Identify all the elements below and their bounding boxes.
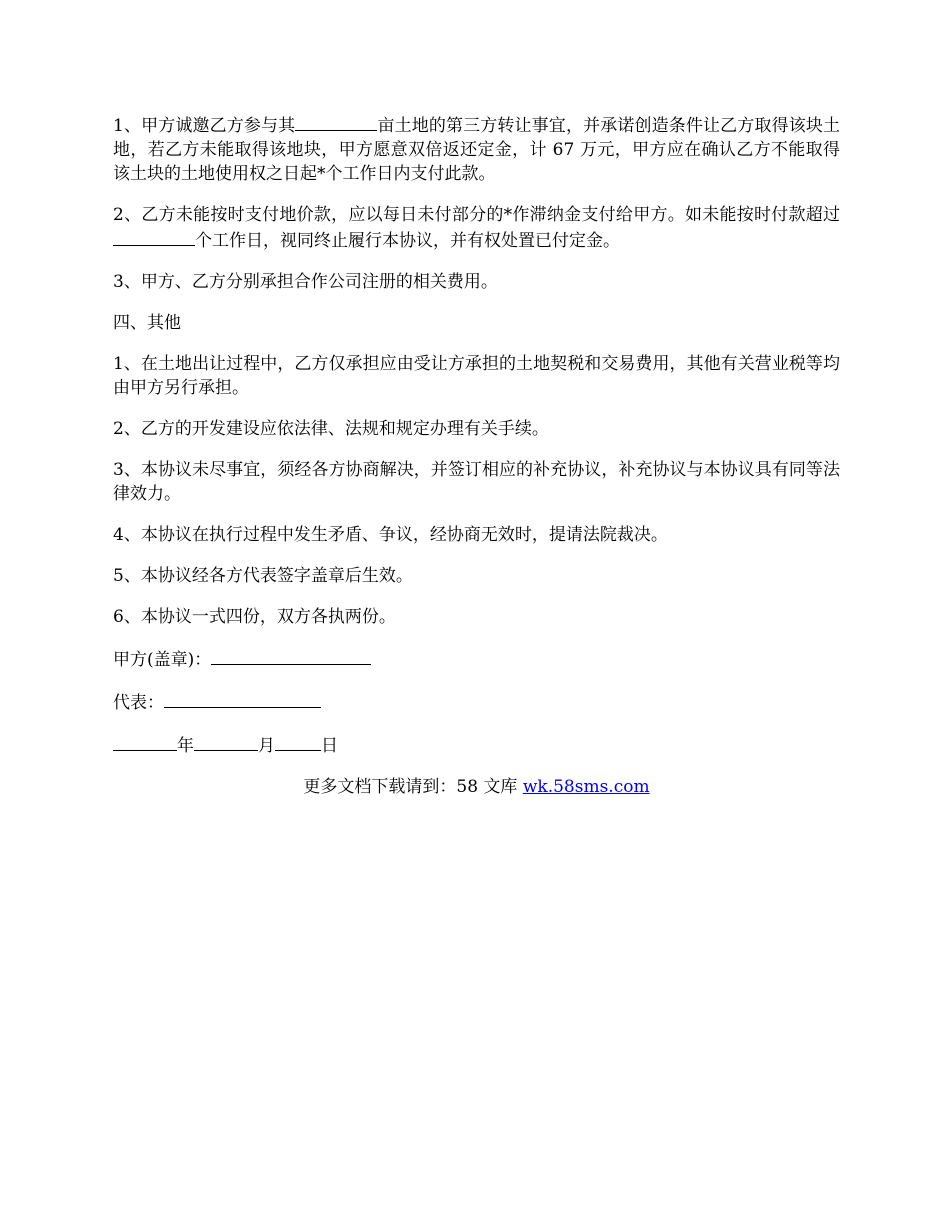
representative-label: 代表： <box>113 693 164 713</box>
clause-text: 2、乙方未能按时支付地价款，应以每日未付部分的*作滞纳金支付给甲方。如未能按时付款超过 <box>113 205 840 225</box>
clause-paragraph-8: 5、本协议经各方代表签字盖章后生效。 <box>113 566 413 586</box>
fill-in-blank <box>113 227 195 246</box>
day-blank <box>275 732 321 751</box>
footer-link[interactable]: wk.58sms.com <box>522 777 650 797</box>
clause-paragraph-2 <box>113 203 840 253</box>
clause-paragraph-5: 2、乙方的开发建设应依法律、法规和规定办理有关手续。 <box>113 419 549 439</box>
signature-blank <box>211 646 371 665</box>
clause-paragraph-3: 3、甲方、乙方分别承担合作公司注册的相关费用。 <box>113 272 498 292</box>
clause-paragraph-9: 6、本协议一式四份，双方各执两份。 <box>113 607 396 627</box>
clause-text: 个工作日，视同终止履行本协议，并有权处置已付定金。 <box>195 231 620 251</box>
clause-paragraph-6: 3、本协议未尽事宜，须经各方协商解决，并签订相应的补充协议，补充协议与本协议具有同等法律效力。 <box>113 460 840 504</box>
download-footer <box>113 775 840 799</box>
clause-text: 亩土地的第三方转让事宜，并承诺创造条件让乙方取得该块土地，若乙方未能取得该地块，甲方愿意双倍返还定金，计 67 万元，甲方应在确认乙方不能取得该土块的土地使用权之日起*个工作日内支付此款。 <box>113 116 840 184</box>
representative-blank <box>164 689 321 708</box>
signature-label: 甲方(盖章)： <box>113 650 212 670</box>
signature-representative <box>113 689 840 715</box>
month-blank <box>194 732 258 751</box>
footer-text: 更多文档下载请到：58 文库 <box>303 777 523 797</box>
year-blank <box>113 732 177 751</box>
fill-in-blank <box>295 112 377 131</box>
clause-text: 1、甲方诚邀乙方参与其 <box>113 116 296 136</box>
day-label: 日 <box>321 736 338 756</box>
signature-party-a <box>113 646 840 672</box>
document-body <box>113 112 840 799</box>
month-label: 月 <box>258 736 275 756</box>
clause-paragraph-7: 4、本协议在执行过程中发生矛盾、争议，经协商无效时，提请法院裁决。 <box>113 525 668 545</box>
year-label: 年 <box>177 736 194 756</box>
section-heading: 四、其他 <box>113 313 181 333</box>
signature-date <box>113 732 840 758</box>
clause-paragraph-1 <box>113 112 840 186</box>
clause-paragraph-4: 1、在土地出让过程中，乙方仅承担应由受让方承担的土地契税和交易费用，其他有关营业税等均由甲方另行承担。 <box>113 354 840 398</box>
